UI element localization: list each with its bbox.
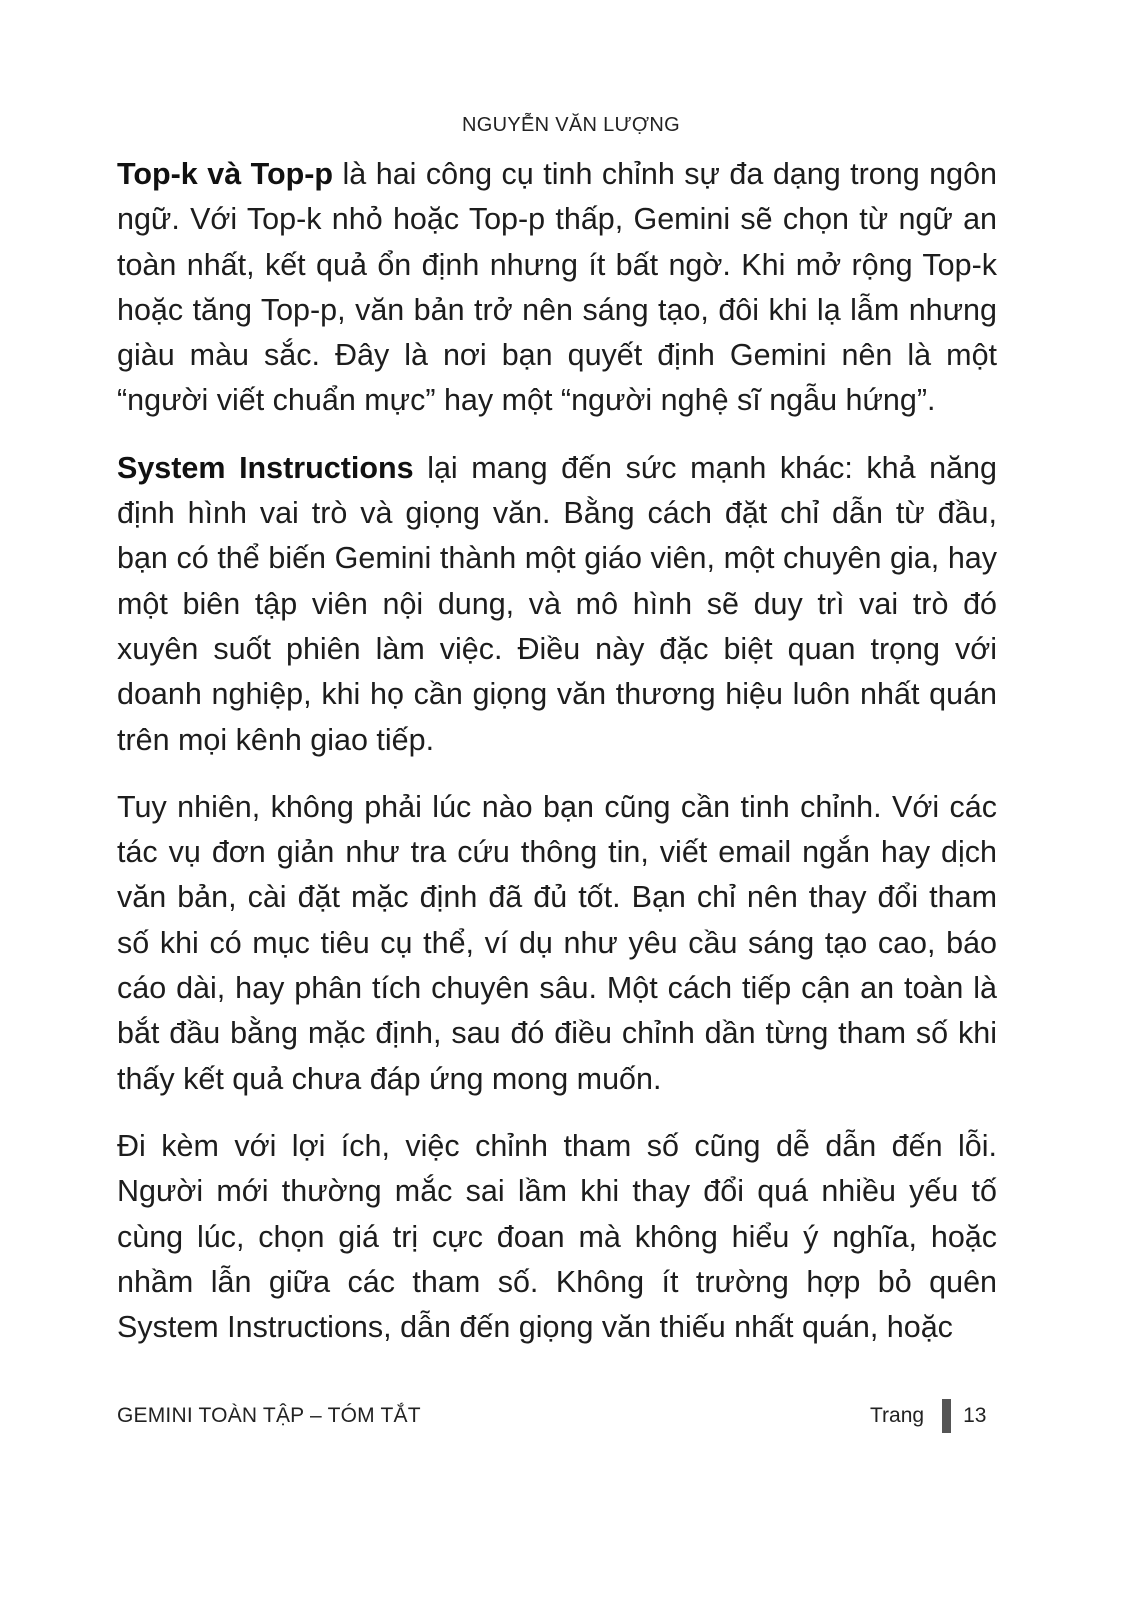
paragraph-common-mistakes <box>117 1124 997 1350</box>
footer-book-title: GEMINI TOÀN TẬP – TÓM TẮT <box>117 1404 421 1427</box>
paragraph-text: Tuy nhiên, không phải lúc nào bạn cũng cần tinh chỉnh. Với các tác vụ đơn giản như tra cứu thông tin, viết email ngắn hay dịch văn bản, cài đặt mặc định đã đủ tốt. Bạn chỉ nên thay đổi tham số khi có mục tiêu cụ thể, ví dụ như yêu cầu sáng tạo cao, báo cáo dài, hay phân tích chuyên sâu. Một cách tiếp cận an toàn là bắt đầu bằng mặc định, sau đó điều chỉnh dần từng tham số khi thấy kết quả chưa đáp ứng mong muốn. <box>117 789 997 1096</box>
footer-page-number: 13 <box>963 1404 987 1427</box>
paragraph-text: Đi kèm với lợi ích, việc chỉnh tham số cũng dễ dẫn đến lỗi. Người mới thường mắc sai lầm khi thay đổi quá nhiều yếu tố cùng lúc, chọn giá trị cực đoan mà không hiểu ý nghĩa, hoặc nhầm lẫn giữa các tham số. Không ít trường hợp bỏ quên System Instructions, dẫn đến giọng văn thiếu nhất quán, hoặc <box>117 1128 997 1345</box>
paragraph-text: là hai công cụ tinh chỉnh sự đa dạng trong ngôn ngữ. Với Top-k nhỏ hoặc Top-p thấp, Gemini sẽ chọn từ ngữ an toàn nhất, kết quả ổn định nhưng ít bất ngờ. Khi mở rộng Top-k hoặc tăng Top-p, văn bản trở nên sáng tạo, đôi khi lạ lẫm nhưng giàu màu sắc. Đây là nơi bạn quyết định Gemini nên là một “người viết chuẩn mực” hay một “người nghệ sĩ ngẫu hứng”. <box>117 157 997 418</box>
term-top-k-top-p: Top-k và Top-p <box>117 157 334 191</box>
paragraph-text: lại mang đến sức mạnh khác: khả năng định hình vai trò và giọng văn. Bằng cách đặt chỉ dẫn từ đầu, bạn có thể biến Gemini thành một giáo viên, một chuyên gia, hay một biên tập viên nội dung, và mô hình sẽ duy trì vai trò đó xuyên suốt phiên làm việc. Điều này đặc biệt quan trọng với doanh nghiệp, khi họ cần giọng văn thương hiệu luôn nhất quán trên mọi kênh giao tiếp. <box>117 450 997 757</box>
paragraph-system-instructions <box>117 446 997 763</box>
paragraph-top-k-top-p <box>117 152 997 424</box>
footer-divider-bar <box>942 1399 951 1433</box>
running-header-author: NGUYỄN VĂN LƯỢNG <box>462 114 680 136</box>
page-body <box>117 152 997 1372</box>
footer-page-label: Trang <box>870 1404 925 1427</box>
term-system-instructions: System Instructions <box>117 450 414 485</box>
footer-page-info <box>870 1398 986 1434</box>
paragraph-when-to-tune <box>117 785 997 1102</box>
